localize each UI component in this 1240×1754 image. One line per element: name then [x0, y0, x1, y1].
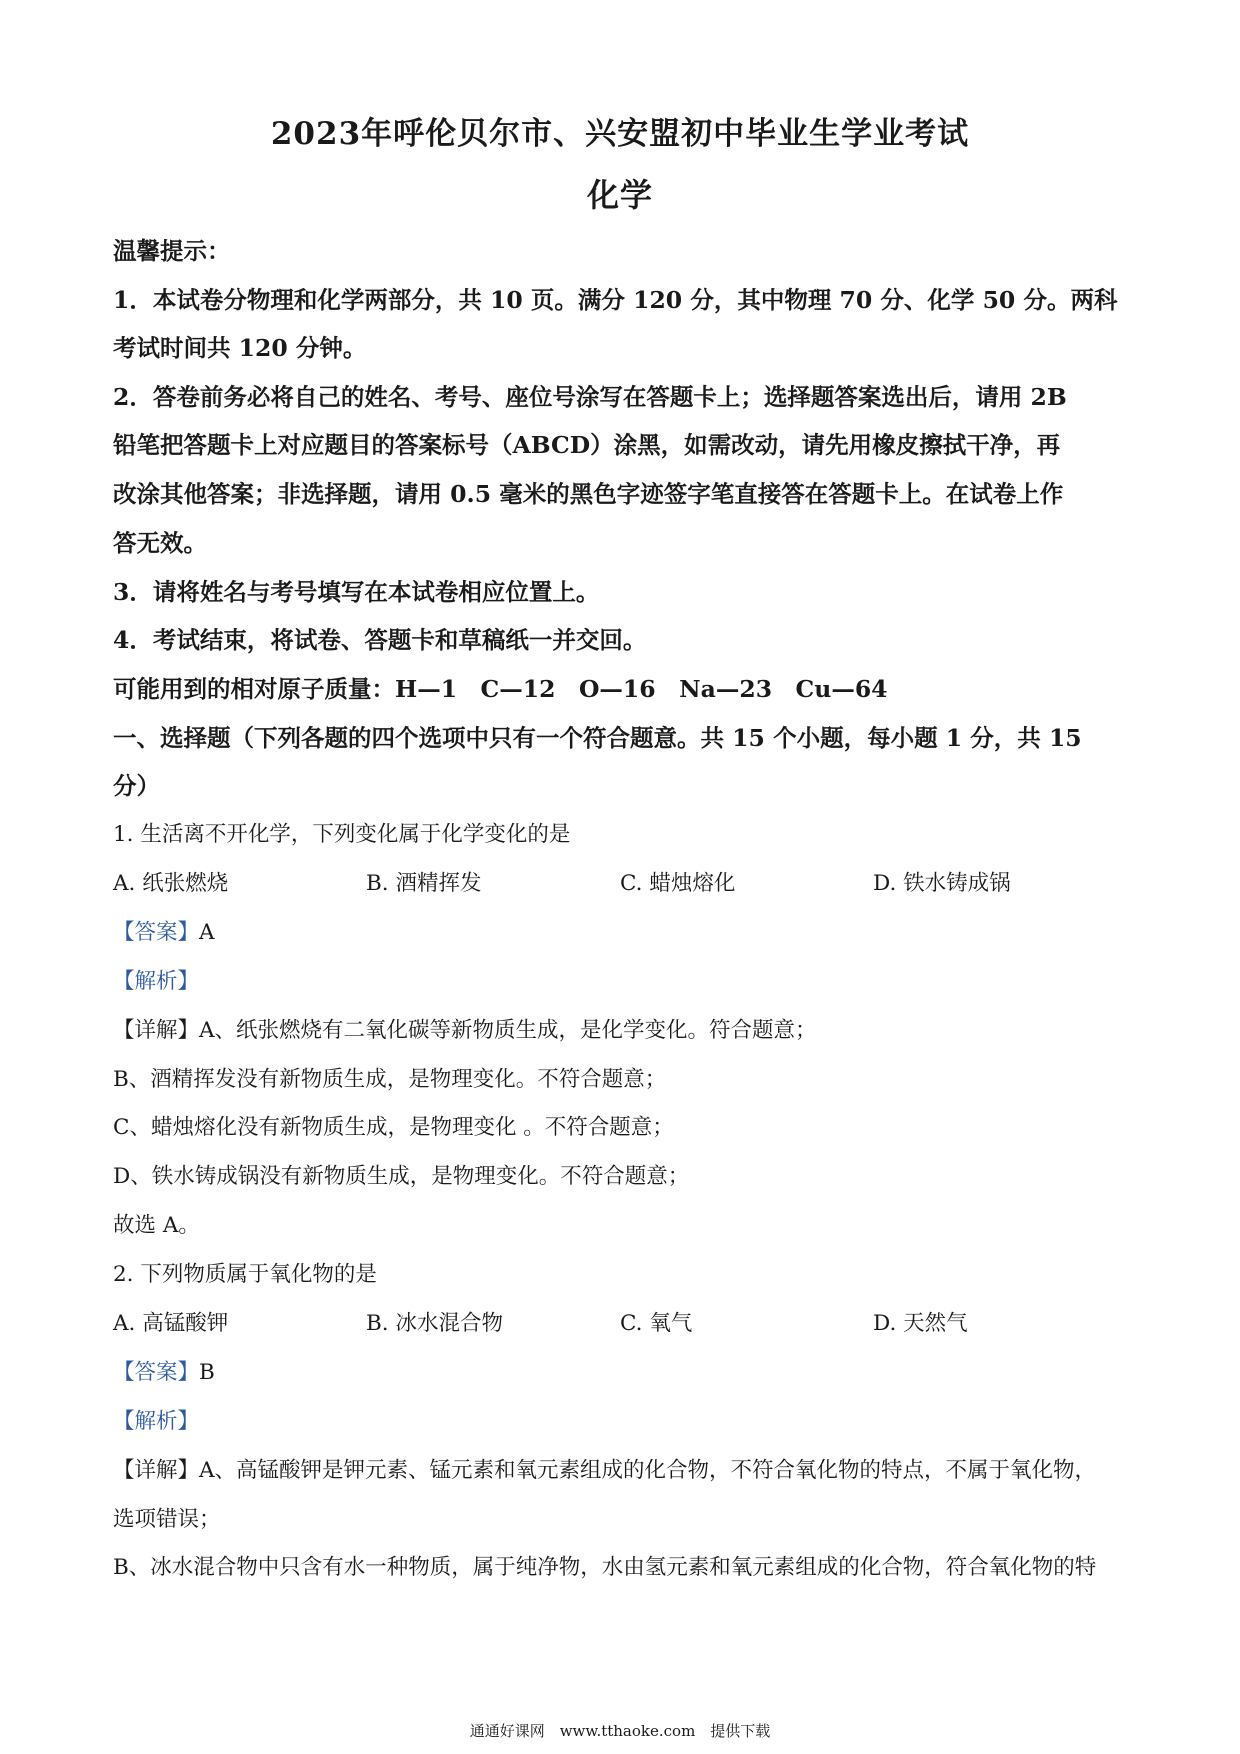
- detail-text: A、高锰酸钾是钾元素、锰元素和氧元素组成的化合物，不符合氧化物的特点，不属于氧化物，: [199, 1458, 1097, 1483]
- answer-tag: 【答案】: [113, 1360, 200, 1385]
- q2-option-d: D. 天然气: [873, 1311, 968, 1336]
- section-heading-cont: 分）: [113, 772, 160, 800]
- q2-answer: [113, 1355, 1133, 1386]
- q2-option-a: A. 高锰酸钾: [113, 1311, 229, 1336]
- q1-option-c: C. 蜡烛熔化: [620, 871, 736, 896]
- q1-conclusion: 故选 A。: [113, 1213, 200, 1238]
- exam-title: 2023年呼伦贝尔市、兴安盟初中毕业生学业考试: [270, 116, 970, 152]
- q1-detail-line: B、酒精挥发没有新物质生成，是物理变化。不符合题意；: [113, 1067, 667, 1092]
- q2-option-c: C. 氧气: [620, 1311, 693, 1336]
- answer-tag: 【答案】: [113, 920, 200, 945]
- q2-analysis-tag: 【解析】: [113, 1409, 200, 1434]
- detail-text: A、纸张燃烧有二氧化碳等新物质生成，是化学变化。符合题意；: [199, 1018, 817, 1043]
- notice-line: 考试时间共 120 分钟。: [113, 334, 367, 362]
- answer-value: B: [199, 1360, 215, 1385]
- q2-option-b: B. 冰水混合物: [366, 1311, 503, 1336]
- notice-line: 答无效。: [113, 529, 207, 557]
- footer-watermark: 通通好课网 www.tthaoke.com 提供下载: [469, 1722, 771, 1740]
- q1-option-a: A. 纸张燃烧: [113, 871, 229, 896]
- q1-option-d: D. 铁水铸成锅: [873, 871, 1011, 896]
- detail-tag: 【详解】: [113, 1458, 200, 1483]
- notice-line: 3．请将姓名与考号填写在本试卷相应位置上。: [113, 578, 600, 606]
- q1-option-b: B. 酒精挥发: [366, 871, 482, 896]
- notice-heading: 温馨提示：: [113, 237, 231, 265]
- q1-detail-line: D、铁水铸成锅没有新物质生成，是物理变化。不符合题意；: [113, 1164, 690, 1189]
- detail-tag: 【详解】: [113, 1018, 200, 1043]
- question-1-stem: 1. 生活离不开化学，下列变化属于化学变化的是: [113, 822, 571, 847]
- notice-line: 1．本试卷分物理和化学两部分，共 10 页。满分 120 分，其中物理 70 分、化学 50 分。两科: [113, 286, 1118, 314]
- subject-title: 化学: [586, 176, 653, 214]
- q2-detail-line: B、冰水混合物中只含有水一种物质，属于纯净物，水由氢元素和氧元素组成的化合物，符合氧化物的特: [113, 1555, 1097, 1580]
- answer-value: A: [199, 920, 215, 945]
- notice-line: 铅笔把答题卡上对应题目的答案标号（ABCD）涂黑，如需改动，请先用橡皮擦拭干净，再: [113, 431, 1061, 459]
- section-heading: 一、选择题（下列各题的四个选项中只有一个符合题意。共 15 个小题，每小题 1 分，共 15: [113, 724, 1082, 752]
- atomic-mass-line: 可能用到的相对原子质量：H—1 C—12 O—16 Na—23 Cu—64: [113, 675, 888, 703]
- question-2-stem: 2. 下列物质属于氧化物的是: [113, 1262, 377, 1287]
- notice-line: 4．考试结束，将试卷、答题卡和草稿纸一并交回。: [113, 626, 647, 654]
- q2-detail-line: 选项错误；: [113, 1507, 221, 1532]
- q1-detail-line: [113, 1013, 1133, 1044]
- q1-detail-line: C、蜡烛熔化没有新物质生成，是物理变化 。不符合题意；: [113, 1115, 674, 1140]
- notice-line: 2．答卷前务必将自己的姓名、考号、座位号涂写在答题卡上；选择题答案选出后，请用 2B: [113, 383, 1067, 411]
- q1-answer: [113, 915, 1133, 946]
- q2-detail-line: [113, 1453, 1133, 1484]
- q1-analysis-tag: 【解析】: [113, 969, 200, 994]
- notice-line: 改涂其他答案；非选择题，请用 0.5 毫米的黑色字迹签字笔直接答在答题卡上。在试卷上作: [113, 480, 1064, 508]
